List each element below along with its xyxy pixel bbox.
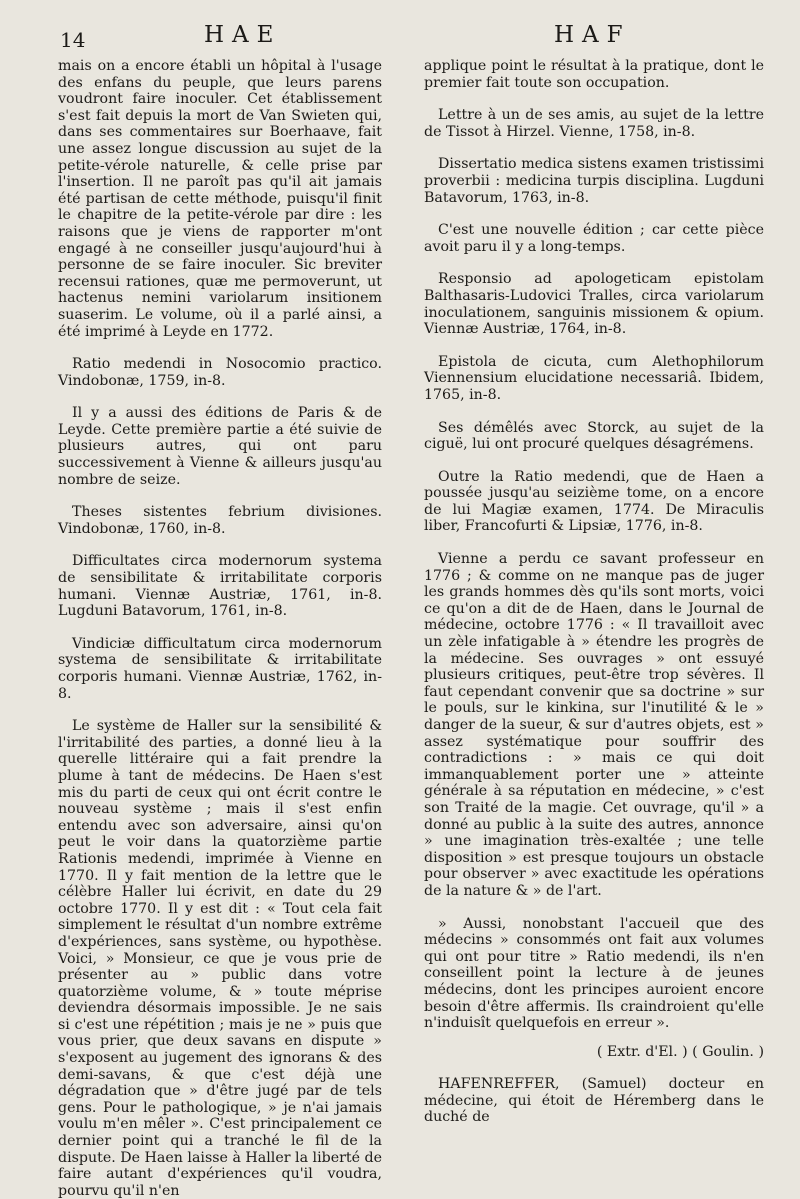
bibliography-entry: Ratio medendi in Nosocomio practico. Vindobonæ, 1759, in-8. — [58, 356, 382, 389]
bibliography-entry: Lettre à un de ses amis, au sujet de la lettre de Tissot à Hirzel. Vienne, 1758, in-8. — [424, 107, 764, 140]
bibliography-entry: Theses sistentes febrium divisiones. Vindobonæ, 1760, in-8. — [58, 504, 382, 537]
running-head-right: HAF — [554, 22, 631, 48]
bibliography-entry: Epistola de cicuta, cum Alethophilorum Viennensium elucidatione necessariâ. Ibidem, 1765, in-8. — [424, 353, 764, 403]
paragraph: Vienne a perdu ce savant professeur en 1776 ; & comme on ne manque pas de juger les grands hommes dès qu'ils sont morts, voici ce qu'on a dit de de Haen, dans le Journal de médecine, octobre 1776 : « Il travailloit avec un zèle infatigable à » étendre les progrès de la médecine. Ses ouvrages » ont essuyé plusieurs critiques, peut-être trop sévères. Il faut cependant convenir que sa doctrine » sur le pouls, sur le kinkina, sur l'inutilité & le » danger de la sueur, & sur d'autres objets, est » assez systématique pour souffrir des contradictions : » mais ce qui doit immanquablement porter une » atteinte générale à sa réputation en médecine, » c'est son Traité de la magie. Cet ouvrage, qu'il » a donné au public à la suite des autres, annonce » une imagination très-exaltée ; une telle disposition » est presque toujours un obstacle pour observer » avec exactitude les opérations de la nature & » de l'art. — [424, 551, 764, 899]
paragraph: applique point le résultat à la pratique, dont le premier fait toute son occupation. — [424, 58, 764, 91]
paragraph: C'est une nouvelle édition ; car cette pièce avoit paru il y a long-temps. — [424, 222, 764, 255]
paragraph: Il y a aussi des éditions de Paris & de Leyde. Cette première partie a été suivie de plusieurs autres, qui ont paru successivement à Vienne & ailleurs jusqu'au nombre de seize. — [58, 405, 382, 488]
page-number: 14 — [60, 28, 86, 52]
paragraph: » Aussi, nonobstant l'accueil que des médecins » consommés ont fait aux volumes qui ont pour titre » Ratio medendi, ils n'en conseillent point la lecture à de jeunes médecins, dont les principes auroient encore besoin d'être affermis. Ils craindroient qu'elle n'induisît quelquefois en erreur ». — [424, 915, 764, 1032]
paragraph: mais on a encore établi un hôpital à l'usage des enfans du peuple, que leurs parens voudront faire inoculer. Cet établissement s'est fait depuis la mort de Van Swieten qui, dans ses commentaires sur Boerhaave, fait une assez longue discussion au sujet de la petite-vérole naturelle, & celle prise par l'insertion. Il ne paroît pas qu'il ait jamais été partisan de cette méthode, puisqu'il finit le chapitre de la petite-vérole par dire : les raisons que je viens de rapporter m'ont engagé à ne conseiller jusqu'aujourd'hui à personne de se faire inoculer. Sic breviter recensui rationes, quæ me permoverunt, ut hactenus nemini variolarum insitionem suaserim. Le volume, où il a parlé ainsi, a été imprimé à Leyde en 1772. — [58, 58, 382, 340]
bibliography-entry: Vindiciæ difficultatum circa modernorum systema de sensibilitate & irritabilitate corporis humani. Viennæ Austriæ, 1762, in-8. — [58, 635, 382, 702]
paragraph: Outre la Ratio medendi, que de Haen a poussée jusqu'au seizième tome, on a encore de lui Magiæ examen, 1774. De Miraculis liber, Francofurti & Lipsiæ, 1776, in-8. — [424, 468, 764, 535]
paragraph: Le système de Haller sur la sensibilité & l'irritabilité des parties, a donné lieu à la querelle littéraire qui a fait prendre la plume à tant de médecins. De Haen s'est mis du parti de ceux qui ont écrit contre le nouveau système ; mais il s'est enfin entendu avec son adversaire, ainsi qu'on peut le voir dans la quatorzième partie Rationis medendi, imprimée à Vienne en 1770. Il y fait mention de la lettre que le célèbre Haller lui écrivit, en date du 29 octobre 1770. Il y est dit : « Tout cela fait simplement le résultat d'un nombre extrême d'expériences, sans système, ou hypothèse. Voici, » Monsieur, ce que je vous prie de présenter au » public dans votre quatorzième volume, & » toute méprise deviendra désormais impossible. Je ne sais si c'est une répétition ; mais je ne » puis que vous prier, que deux savans en dispute » s'exposent au jugement des ignorans & des demi-savans, & que c'est déjà une dégradation que » d'être jugé par de tels gens. Pour le pathologique, » je n'ai jamais voulu m'en mêler ». C'est principalement ce dernier point qui a tranché le fil de la dispute. De Haen laisse à Haller la liberté de faire autant d'expériences qu'il voudra, pourvu qu'il n'en — [58, 718, 382, 1199]
bibliography-entry: Dissertatio medica sistens examen tristissimi proverbii : medicina turpis disciplina. Lugduni Batavorum, 1763, in-8. — [424, 156, 764, 206]
left-column — [58, 58, 382, 1199]
bibliography-entry: Responsio ad apologeticam epistolam Balthasaris-Ludovici Tralles, circa variolarum inoculationem, sanguinis missionem & opium. Viennæ Austriæ, 1764, in-8. — [424, 271, 764, 338]
right-column — [424, 58, 764, 1126]
source-citation: ( Extr. d'El. ) ( Goulin. ) — [596, 1043, 764, 1060]
paragraph: Ses démêlés avec Storck, au sujet de la ciguë, lui ont procuré quelques désagrémens. — [424, 419, 764, 453]
entry-heading-paragraph: HAFENREFFER, (Samuel) docteur en médecine, qui étoit de Héremberg dans le duché de — [424, 1076, 764, 1126]
running-head-left: HAE — [204, 22, 282, 48]
page-header — [0, 22, 800, 56]
bibliography-entry: Difficultates circa modernorum systema de sensibilitate & irritabilitate corporis humani. Viennæ Austriæ, 1761, in-8. Lugduni Batavorum, 1761, in-8. — [58, 553, 382, 620]
